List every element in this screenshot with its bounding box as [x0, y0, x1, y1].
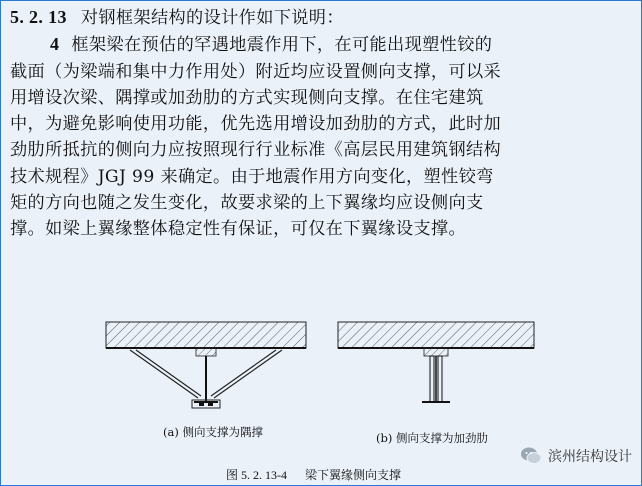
knee-brace-right-edge [211, 350, 276, 396]
stiffener-right [438, 356, 442, 402]
stiffener-left [430, 356, 434, 402]
bolt-a-1 [199, 402, 204, 406]
item-line-0: 框架梁在预估的罕遇地震作用下，在可能出现塑性铰的 [71, 35, 493, 56]
bolt-a-2 [208, 402, 213, 406]
bracing-figure [100, 312, 540, 422]
figure-title [226, 466, 419, 483]
item-line-1: 截面（为梁端和集中力作用处）附近均应设置侧向支撑，可以采 [10, 61, 502, 82]
caption-a: (a) 侧向支撑为隅撑 [163, 425, 263, 439]
item-first-line [10, 31, 636, 58]
knee-brace-right [214, 350, 282, 398]
item-number: 4 [50, 34, 60, 55]
figure-title-text: 梁下翼缘侧向支撑 [305, 468, 402, 482]
clause-heading-line [10, 4, 636, 31]
concrete-slab-a [106, 322, 306, 348]
shear-stud-a [196, 348, 216, 356]
watermark-text: 滨州结构设计 [548, 449, 632, 465]
clause-heading: 对钢框架结构的设计作如下说明： [80, 8, 344, 28]
watermark [520, 442, 632, 470]
shear-stud-b [424, 348, 448, 356]
item-line-7: 撑。如梁上翼缘整体稳定性有保证，可仅在下翼缘设支撑。 [10, 219, 466, 240]
item-line-5: 技术规程》JGJ 99 来确定。由于地震作用方向变化，塑性铰弯 [10, 166, 494, 187]
clause-text [10, 4, 636, 243]
wechat-icon [520, 445, 542, 467]
knee-brace-left [130, 350, 198, 398]
item-line-4: 劲肋所抵抗的侧向力应按照现行行业标准《高层民用建筑钢结构 [10, 140, 502, 161]
detail-a-knee-brace [106, 322, 306, 408]
item-line-3: 中，为避免影响使用功能，优先选用增设加劲肋的方式，此时加 [10, 114, 502, 135]
clause-number: 5. 2. 13 [10, 7, 67, 27]
knee-brace-left-edge [136, 350, 201, 396]
detail-b-stiffener [338, 322, 534, 402]
item-line-6: 矩的方向也随之发生变化，故要求梁的上下翼缘均应设侧向支 [10, 193, 484, 214]
caption-b: (b) 侧向支撑为加劲肋 [376, 431, 488, 445]
figure-number: 图 5. 2. 13-4 [226, 468, 287, 482]
item-line-2: 用增设次梁、隅撑或加劲肋的方式实现侧向支撑。在住宅建筑 [10, 87, 484, 108]
concrete-slab-b [338, 322, 534, 348]
